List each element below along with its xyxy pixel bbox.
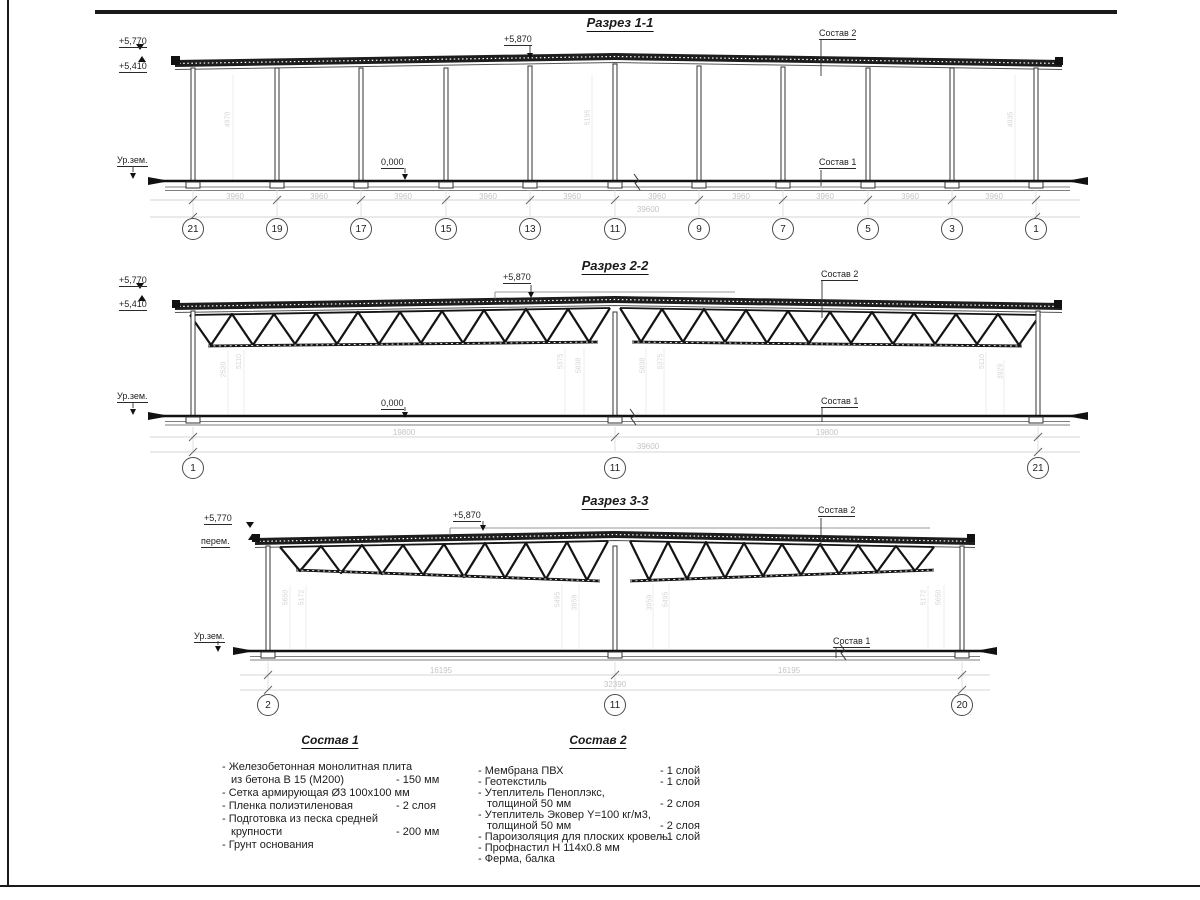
bay-dimension: 3960 [901, 192, 919, 201]
axis-bubble: 11 [604, 694, 626, 716]
section-1-1-linework [130, 40, 1088, 221]
sostav1-leader-label: Состав 1 [819, 157, 857, 167]
axis-bubble: 3 [941, 218, 963, 240]
legend-item: - Железобетонная монолитная плита [222, 761, 413, 773]
ridge-elevation-label: +5,870 [453, 510, 481, 520]
bay-dimension: 3960 [563, 192, 581, 201]
half-dimension: 19800 [815, 428, 839, 437]
legend-item-value: - 200 мм [396, 826, 440, 838]
elevation-label: +5,410 [119, 61, 147, 71]
ground-level-label: Ур.зем. [117, 155, 148, 165]
sostav2-leader-label: Состав 2 [818, 505, 856, 515]
height-dimension: 4935 [1007, 111, 1015, 128]
legend-item: из бетона В 15 (М200) [231, 774, 344, 786]
axis-bubble: 21 [1027, 457, 1049, 479]
height-dimension: 5375 [557, 353, 565, 370]
elevation-label: +5,770 [204, 513, 232, 523]
axis-bubble: 13 [519, 218, 541, 240]
axis-bubble: 2 [257, 694, 279, 716]
sostav1-leader-label: Состав 1 [833, 636, 871, 646]
total-dimension: 39600 [636, 442, 660, 451]
legend-item: - Профнастил Н 114х0.8 мм [478, 842, 620, 854]
height-dimension: 3959 [646, 594, 654, 611]
height-dimension: 3929 [997, 363, 1005, 380]
legend-item: толщиной 50 мм [487, 798, 572, 810]
height-dimension: 5838 [575, 357, 583, 374]
height-dimension: 5650 [935, 589, 943, 606]
ground-level-label: Ур.зем. [194, 631, 225, 641]
legend-item-value: - 1 слой [660, 776, 701, 788]
zero-level-label: 0,000 [381, 157, 404, 167]
legend-sostav2-title: Состав 2 [569, 733, 627, 747]
bay-dimension: 3960 [816, 192, 834, 201]
axis-bubble: 1 [1025, 218, 1047, 240]
axis-bubble: 21 [182, 218, 204, 240]
section-2-2-linework [130, 281, 1088, 456]
height-dimension: 5495 [554, 591, 562, 608]
half-dimension: 16195 [777, 666, 801, 675]
height-dimension: 3959 [571, 594, 579, 611]
height-dimension: 5195 [584, 109, 592, 126]
bay-dimension: 3960 [226, 192, 244, 201]
height-dimension: 5495 [662, 591, 670, 608]
legend-item: крупности [231, 826, 283, 838]
legend-sostav1-title: Состав 1 [301, 733, 359, 747]
sostav2-leader-label: Состав 2 [821, 269, 859, 279]
bay-dimension: 3960 [985, 192, 1003, 201]
legend-item: - Подготовка из песка средней [222, 813, 378, 825]
section-3-3-title: Разрез 3-3 [581, 493, 649, 508]
legend-item-value: - 2 слоя [660, 820, 701, 832]
height-dimension: 5110 [236, 353, 244, 370]
half-dimension: 16195 [429, 666, 453, 675]
bay-dimension: 3960 [732, 192, 750, 201]
height-dimension: 5650 [282, 589, 290, 606]
axis-bubble: 9 [688, 218, 710, 240]
ridge-elevation-label: +5,870 [503, 272, 531, 282]
legend-item: - Ферма, балка [478, 853, 555, 865]
faint-guides [228, 75, 1015, 649]
legend-item-value: - 1 слой [660, 765, 701, 777]
axis-bubble: 1 [182, 457, 204, 479]
axis-bubble: 17 [350, 218, 372, 240]
height-dimension: 5375 [657, 353, 665, 370]
elevation-label: +5,770 [119, 275, 147, 285]
section-3-3-linework [215, 518, 997, 694]
legend-item-value: - 2 слоя [660, 798, 701, 810]
axis-bubble: 20 [951, 694, 973, 716]
bay-dimension: 3960 [648, 192, 666, 201]
legend-item: - Грунт основания [222, 839, 314, 851]
legend-item: - Геотекстиль [478, 776, 547, 788]
height-dimension: 5172 [920, 589, 928, 606]
axis-bubble: 19 [266, 218, 288, 240]
section-2-2-title: Разрез 2-2 [581, 258, 649, 273]
axis-bubble: 11 [604, 218, 626, 240]
total-dimension: 39600 [636, 205, 660, 214]
half-dimension: 19800 [392, 428, 416, 437]
section-1-1-title: Разрез 1-1 [586, 15, 654, 30]
total-dimension: 32390 [603, 680, 627, 689]
legend-item: толщиной 50 мм [487, 820, 572, 832]
axis-bubble: 15 [435, 218, 457, 240]
legend-item-value: - 1 слой [660, 831, 701, 843]
legend-item-value: - 2 слоя [396, 800, 437, 812]
legend-item: - Утеплитель Эковер Y=100 кг/м3, [478, 809, 651, 821]
bay-dimension: 3960 [310, 192, 328, 201]
sostav1-leader-label: Состав 1 [821, 396, 859, 406]
ground-level-label: Ур.зем. [117, 391, 148, 401]
elevation-label: +5,770 [119, 36, 147, 46]
elevation-label: +5,410 [119, 299, 147, 309]
height-dimension: 4970 [224, 111, 232, 128]
sostav2-leader-label: Состав 2 [819, 28, 857, 38]
axis-bubble: 5 [857, 218, 879, 240]
height-dimension: 5110 [979, 353, 987, 370]
zero-level-label: 0,000 [381, 398, 404, 408]
legend-item: - Мембрана ПВХ [478, 765, 564, 777]
legend-item: - Пароизоляция для плоских кровель [478, 831, 668, 843]
axis-bubble: 11 [604, 457, 626, 479]
legend-item: - Сетка армирующая Ø3 100х100 мм [222, 787, 410, 799]
ridge-elevation-label: +5,870 [504, 34, 532, 44]
height-dimension: 2520 [220, 361, 228, 378]
bay-dimension: 3960 [479, 192, 497, 201]
legend-item-value: - 150 мм [396, 774, 440, 786]
height-dimension: 5172 [298, 589, 306, 606]
elevation-label: перем. [201, 536, 230, 546]
legend-item: - Пленка полиэтиленовая [222, 800, 353, 812]
height-dimension: 5838 [639, 357, 647, 374]
axis-bubble: 7 [772, 218, 794, 240]
legend-item: - Утеплитель Пеноплэкс, [478, 787, 605, 799]
bay-dimension: 3960 [394, 192, 412, 201]
